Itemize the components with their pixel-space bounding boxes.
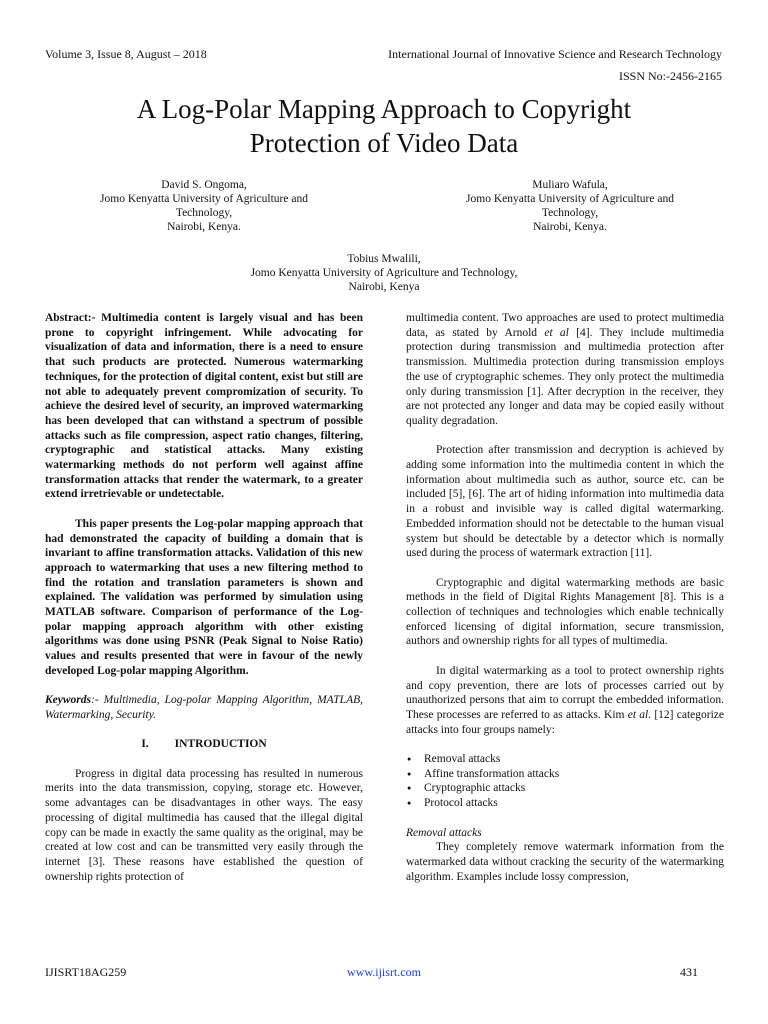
paper-id: IJISRT18AG259 — [45, 965, 127, 979]
author-affiliation: Technology, — [541, 207, 599, 219]
text-run-italic: et al. — [627, 708, 652, 721]
list-item: ● Affine transformation attacks — [424, 767, 724, 782]
intro-paragraph: Progress in digital data processing has resulted in numerous merits into the data transmission, copying, storage etc. However, some advantages can be disadvantages in other ways. The easy processing of digital multimedia has caused that the illegal digital copy can be made in exactly the same quality as the original, may be created at low cost and can be transmitted very easily through the internet [3]. These reasons have established the question of ownership rights protection of — [45, 767, 363, 883]
text-run: In digital watermarking as a tool to protect ownership rights and copy prevention, there are lots of processes carried out by unauthorized persons that aim to corrupt the embedded information. These processes are referred to as attacks. Kim — [406, 664, 724, 721]
section-number: I. — [141, 738, 149, 751]
abstract-paragraph-2: This paper presents the Log-polar mapping approach that had demonstrated the capacity of building a domain that is invariant to affine transformation attacks. Validation of this new approach to watermarking that uses a new filtering method to find the rotation and translation parameters is shown and explained. The validation was performed by simulation using MATLAB software. Comparison of performance of the Log-polar mapping approach algorithm with other existing algorithms was done using PSNR (Peak Signal to Noise Ratio) values and results presented that were in favour of the newly developed Log-polar mapping Algorithm. — [45, 517, 363, 677]
issn: ISSN No:-2456-2165 — [618, 69, 722, 83]
keywords-text: :- Multimedia, Log-polar Mapping Algorithm, MATLAB, Watermarking, Security. — [45, 694, 363, 721]
attack-list — [406, 752, 724, 811]
left-column — [45, 311, 363, 884]
list-item: ● Removal attacks — [424, 752, 724, 767]
author-name: Tobius Mwalili, — [347, 253, 421, 265]
author-block-2 — [438, 178, 702, 234]
author-affiliation: Technology, — [175, 207, 233, 219]
body-paragraph: Cryptographic and digital watermarking methods are basic methods in the field of Digital Rights Management [8]. This is a collection of techniques and technologies which enable technically enforced licensing of digital information, secure transmission, authors and ownership rights for all types of multimedia. — [406, 576, 724, 648]
keywords — [45, 693, 363, 722]
author-name: Muliaro Wafula, — [532, 179, 608, 191]
author-block-3 — [184, 252, 584, 294]
paper-title — [40, 92, 728, 160]
body-paragraph — [406, 664, 724, 738]
page-number: 431 — [680, 965, 698, 979]
paper-title-line-1: A Log-Polar Mapping Approach to Copyright — [136, 94, 632, 124]
section-title: INTRODUCTION — [174, 738, 267, 751]
paper-title-line-2: Protection of Video Data — [249, 128, 519, 158]
author-affiliation: Jomo Kenyatta University of Agriculture and Technology, — [250, 267, 518, 279]
author-name: David S. Ongoma, — [161, 179, 247, 191]
author-city: Nairobi, Kenya. — [533, 221, 607, 233]
right-column — [406, 311, 724, 884]
journal-name: International Journal of Innovative Science and Research Technology — [388, 47, 722, 61]
list-item: ● Protocol attacks — [424, 796, 724, 811]
author-affiliation: Jomo Kenyatta University of Agriculture and — [466, 193, 674, 205]
abstract-text: Multimedia content is largely visual and has been prone to copyright infringement. While advocating for visualization of data and information, there is a need to ensure that such products are protected. Numerous watermarking techniques, for the protection of digital content, exist but still are not able to adequately prevent compromization of security. To achieve the desired level of security, an improved watermarking has been developed that can withstand a spectrum of possible attacks such as file compression, aspect ratio changes, filtering, cryptographic and statistical attacks. Many existing watermarking methods do not perform well against affine transformation attacks that render the watermark, to a greater extend irretrievable or undetectable. — [45, 312, 363, 501]
body-paragraph — [406, 311, 724, 429]
keywords-label: Keywords — [45, 694, 91, 707]
abstract-label: Abstract:- — [45, 312, 96, 324]
text-run: [12] categorize attacks into four groups namely: — [406, 708, 724, 736]
body-paragraph: They completely remove watermark information from the watermarked data without cracking the security of the watermarking algorithm. Examples include lossy compression, — [406, 841, 724, 883]
journal-volume-info: Volume 3, Issue 8, August – 2018 — [45, 47, 207, 61]
abstract-paragraph — [45, 311, 363, 502]
text-run-italic: et al — [544, 326, 569, 339]
text-run: multimedia content. Two approaches are used to protect multimedia data, as stated by Arnold — [406, 312, 724, 339]
author-city: Nairobi, Kenya — [348, 281, 420, 293]
subsection-heading: Removal attacks — [406, 826, 482, 839]
list-item: ● Cryptographic attacks — [424, 781, 724, 796]
body-paragraph: Protection after transmission and decryption is achieved by adding some information into the multimedia content in which the information about multimedia such as author, source etc. can be included [5], [6]. The art of hiding information into multimedia data in a robust and invisible way is called digital watermarking. Embedded information should not be detectable to the human visual system but should be detectable by a detector which is normally used during the process of watermark extraction [11]. — [406, 444, 724, 560]
journal-website-link[interactable]: www.ijisrt.com — [347, 965, 421, 979]
text-run: [4]. They include multimedia protection during transmission and multimedia protection after transmission. Multimedia protection during transmission employs the use of cryptographic schemes. They only protect the multimedia only during transmission [1]. After decryption in the receiver, they are not protected any longer and data may be copied easily without quality degradation. — [406, 326, 724, 427]
section-heading — [45, 737, 363, 752]
author-block-1 — [72, 178, 336, 234]
author-city: Nairobi, Kenya. — [167, 221, 241, 233]
author-affiliation: Jomo Kenyatta University of Agriculture and — [100, 193, 308, 205]
